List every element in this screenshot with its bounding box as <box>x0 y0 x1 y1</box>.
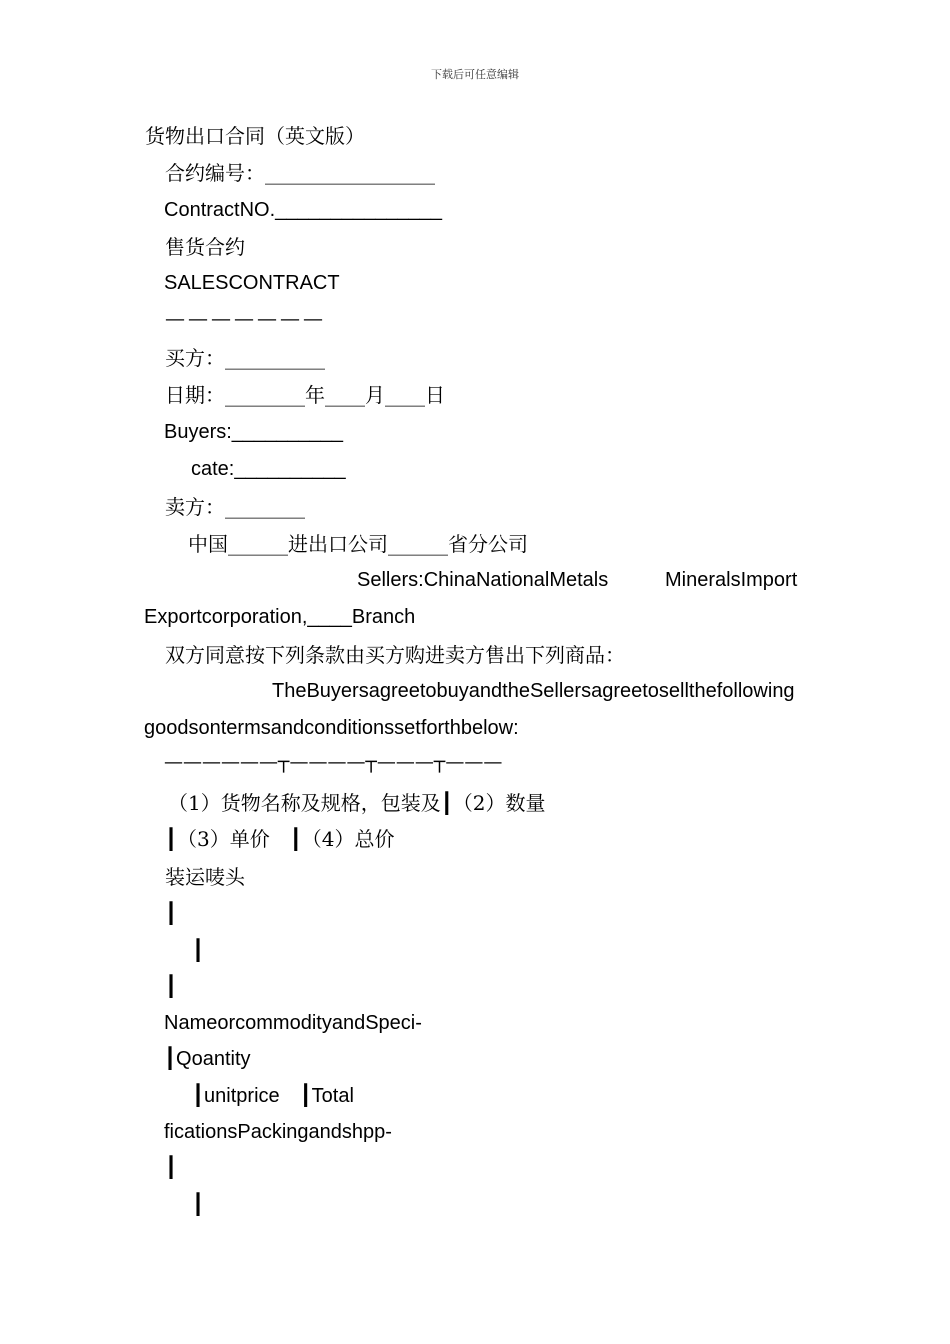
document-title: 货物出口合同（英文版） <box>145 124 365 148</box>
agreement-en-part1: TheBuyersagreetobuyandtheSellersagreetosellthefollowing <box>272 680 795 702</box>
unitprice-total-en: ┃unitprice ┃Total <box>192 1085 354 1107</box>
agreement-cn: 双方同意按下列条款由买方购进卖方售出下列商品： <box>165 643 625 667</box>
quantity-en: ┃Qoantity <box>164 1048 251 1070</box>
header-note: 下载后可任意编辑 <box>431 68 519 81</box>
table-bar: ┃ <box>165 974 178 998</box>
date-cn: 日期：________年____月____日 <box>165 383 445 407</box>
sellers-en-part2: MineralsImport <box>665 569 798 591</box>
table-columns-1-2-cn: （1）货物名称及规格，包装及┃（2）数量 <box>168 791 546 815</box>
table-bar: ┃ <box>165 901 178 925</box>
sales-contract-en: SALESCONTRACT <box>164 272 340 294</box>
buyer-cn: 买方：__________ <box>165 346 325 370</box>
seller-cn: 卖方：________ <box>165 495 305 519</box>
buyers-en: Buyers:__________ <box>164 421 344 443</box>
sellers-en-continued: Exportcorporation,____Branch <box>144 606 416 628</box>
agreement-en-continued: goodsontermsandconditionssetforthbelow: <box>144 717 519 739</box>
table-top-rule: ——————┬————┬———┬——— <box>164 751 503 773</box>
packing-en: ficationsPackingandshpp- <box>164 1121 392 1143</box>
table-bar: ┃ <box>192 1192 205 1216</box>
table-columns-3-4-cn: ┃（3）单价 ┃（4）总价 <box>165 827 395 851</box>
sales-contract-cn: 售货合约 <box>165 235 245 259</box>
table-bar: ┃ <box>165 1155 178 1179</box>
contract-number-cn: 合约编号：_________________ <box>165 161 435 185</box>
shipping-mark-cn: 装运唛头 <box>165 865 245 889</box>
sellers-en-part1: Sellers:ChinaNationalMetals <box>357 569 609 591</box>
table-bar: ┃ <box>192 938 205 962</box>
contract-number-en: ContractNO._______________ <box>164 199 442 221</box>
commodity-name-en: NameorcommodityandSpeci- <box>164 1012 422 1034</box>
seller-company-cn: 中国______进出口公司______省分公司 <box>188 532 528 556</box>
cate-en: cate:__________ <box>191 458 346 480</box>
dash-separator: ——————— <box>165 306 326 330</box>
